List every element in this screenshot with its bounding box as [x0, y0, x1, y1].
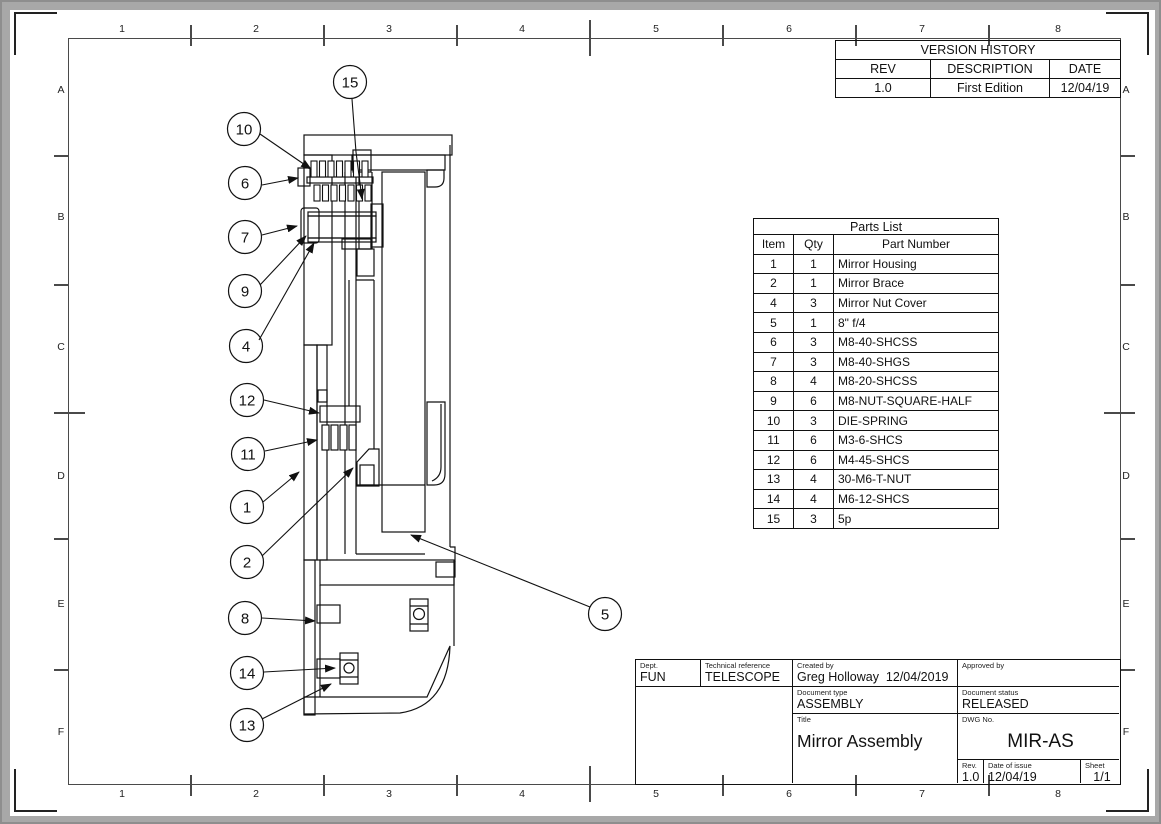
balloon-2: [231, 546, 264, 579]
zone-label-bottom-2: 2: [253, 788, 259, 800]
zone-label-top-6: 6: [786, 23, 792, 35]
zone-tick: [1120, 669, 1135, 671]
svg-text:6: 6: [240, 175, 250, 193]
balloon-11: [232, 438, 265, 471]
zone-label-left-c: C: [57, 341, 65, 353]
version-history-table: [835, 40, 1121, 98]
svg-text:9: 9: [240, 283, 250, 301]
zone-tick: [190, 775, 192, 796]
parts-list-row: 13 4 30-M6-T-NUT: [754, 470, 999, 490]
title-block-document-status: Document status RELEASED: [958, 687, 1119, 714]
zone-label-top-3: 3: [386, 23, 392, 35]
svg-text:4: 4: [241, 338, 251, 356]
zone-label-bottom-8: 8: [1055, 788, 1061, 800]
balloon-6: [229, 167, 262, 200]
zone-label-right-d: D: [1122, 470, 1130, 482]
title-block-document-type: Document type ASSEMBLY: [793, 687, 958, 714]
parts-list-row: 14 4 M6-12-SHCS: [754, 489, 999, 509]
leader-line-5: [411, 535, 590, 607]
balloon-15: [334, 66, 367, 99]
zone-tick: [1120, 538, 1135, 540]
title-block-date-of-issue: Date of issue 12/04/19: [984, 760, 1081, 783]
corner-mark-bottom-left: [14, 769, 57, 812]
pl-header-qty: Qty: [794, 235, 834, 255]
svg-text:8: 8: [240, 610, 250, 628]
parts-list-row: 4 3 Mirror Nut Cover: [754, 293, 999, 313]
part-mirror-brace: [345, 145, 455, 562]
balloon-12: [231, 384, 264, 417]
zone-label-right-c: C: [1122, 341, 1130, 353]
part-bottom-fasteners: [317, 599, 428, 684]
zone-tick: [54, 155, 69, 157]
leader-line-6: [262, 178, 298, 185]
svg-text:2: 2: [242, 554, 252, 572]
parts-list-row: 2 1 Mirror Brace: [754, 274, 999, 294]
svg-text:5: 5: [600, 606, 610, 624]
zone-tick: [323, 25, 325, 46]
parts-list-row: 7 3 M8-40-SHGS: [754, 352, 999, 372]
title-block-title: Title Mirror Assembly: [793, 714, 958, 783]
vh-header-description: DESCRIPTION: [931, 60, 1050, 79]
parts-list-row: 10 3 DIE-SPRING: [754, 411, 999, 431]
zone-tick-center: [589, 766, 591, 802]
balloon-7: [229, 221, 262, 254]
zone-tick: [54, 538, 69, 540]
title-block-empty-cell: [636, 687, 793, 783]
parts-list-table: [753, 218, 999, 529]
zone-tick: [456, 25, 458, 46]
title-block-created-by: Created by Greg Holloway 12/04/2019: [793, 660, 958, 687]
vh-header-rev: REV: [836, 60, 931, 79]
leader-line-7: [262, 226, 297, 235]
parts-list-row: 9 6 M8-NUT-SQUARE-HALF: [754, 391, 999, 411]
zone-label-left-b: B: [57, 211, 65, 223]
version-history-title: VERSION HISTORY: [836, 41, 1121, 60]
zone-tick-center: [54, 412, 85, 414]
svg-text:12: 12: [238, 392, 256, 410]
title-block-approved-by: Approved by: [958, 660, 1119, 687]
zone-tick: [54, 284, 69, 286]
parts-list-title: Parts List: [754, 219, 999, 235]
title-block-rev: Rev. 1.0: [958, 760, 984, 783]
leader-line-10: [260, 134, 311, 169]
zone-label-left-e: E: [57, 598, 65, 610]
zone-label-right-f: F: [1122, 726, 1130, 738]
zone-label-bottom-4: 4: [519, 788, 525, 800]
part-collimation-screw: [301, 208, 376, 243]
zone-tick: [1120, 284, 1135, 286]
leader-line-15: [352, 99, 362, 199]
title-block: [635, 659, 1121, 785]
zone-label-top-5: 5: [653, 23, 659, 35]
zone-tick: [54, 669, 69, 671]
title-block-sheet: Sheet 1/1: [1085, 761, 1111, 783]
pl-header-part: Part Number: [834, 235, 999, 255]
zone-label-bottom-1: 1: [119, 788, 125, 800]
zone-label-right-e: E: [1122, 598, 1130, 610]
parts-list-row: 5 1 8" f/4: [754, 313, 999, 333]
zone-label-bottom-3: 3: [386, 788, 392, 800]
zone-label-right-b: B: [1122, 211, 1130, 223]
zone-label-bottom-5: 5: [653, 788, 659, 800]
balloon-10: [228, 113, 261, 146]
zone-label-top-8: 8: [1055, 23, 1061, 35]
assembly-drawing: [210, 60, 640, 750]
parts-list-row: 8 4 M8-20-SHCSS: [754, 372, 999, 392]
leader-line-8: [262, 618, 315, 621]
zone-label-top-2: 2: [253, 23, 259, 35]
leader-line-14: [264, 668, 335, 672]
zone-label-top-7: 7: [919, 23, 925, 35]
part-spring-screw-mid: [320, 406, 360, 450]
balloon-9: [229, 275, 262, 308]
svg-text:10: 10: [235, 121, 253, 139]
svg-text:7: 7: [240, 229, 250, 247]
balloon-5: [589, 598, 622, 631]
balloon-4: [230, 330, 263, 363]
svg-text:11: 11: [240, 446, 256, 464]
svg-text:1: 1: [242, 499, 252, 517]
zone-tick-center: [589, 20, 591, 56]
drawing-sheet: [10, 10, 1155, 816]
pl-header-item: Item: [754, 235, 794, 255]
zone-label-left-f: F: [57, 726, 65, 738]
svg-text:14: 14: [238, 665, 256, 683]
zone-label-left-d: D: [57, 470, 65, 482]
parts-list-row: 12 6 M4-45-SHCS: [754, 450, 999, 470]
parts-list-row: 1 1 Mirror Housing: [754, 254, 999, 274]
leader-line-2: [262, 468, 353, 556]
vh-header-date: DATE: [1050, 60, 1121, 79]
zone-label-top-1: 1: [119, 23, 125, 35]
parts-list-row: 6 3 M8-40-SHCSS: [754, 332, 999, 352]
balloon-13: [231, 709, 264, 742]
parts-list-row: 15 3 5p: [754, 509, 999, 529]
leader-line-12: [264, 400, 319, 413]
zone-tick-center: [1104, 412, 1135, 414]
corner-mark-top-left: [14, 12, 57, 55]
balloon-1: [231, 491, 264, 524]
leader-line-1: [263, 472, 299, 502]
zone-label-right-a: A: [1122, 84, 1130, 96]
zone-tick: [456, 775, 458, 796]
parts-list-row: 11 6 M3-6-SHCS: [754, 430, 999, 450]
zone-tick: [190, 25, 192, 46]
zone-tick: [1120, 155, 1135, 157]
part-mirror: [356, 172, 425, 554]
leader-line-9: [260, 236, 306, 285]
balloon-14: [231, 657, 264, 690]
title-block-technical-reference: Technical reference TELESCOPE: [701, 660, 793, 687]
zone-tick: [722, 25, 724, 46]
zone-label-bottom-7: 7: [919, 788, 925, 800]
svg-text:13: 13: [238, 717, 256, 735]
svg-text:15: 15: [341, 74, 359, 92]
zone-label-left-a: A: [57, 84, 65, 96]
zone-label-top-4: 4: [519, 23, 525, 35]
title-block-dept: Dept. FUN: [636, 660, 701, 687]
leader-line-11: [265, 440, 317, 451]
title-block-dwg-no: DWG No. MIR-AS: [958, 714, 1119, 760]
zone-tick: [323, 775, 325, 796]
version-history-row: 1.0 First Edition 12/04/19: [836, 79, 1121, 98]
balloon-8: [229, 602, 262, 635]
zone-label-bottom-6: 6: [786, 788, 792, 800]
